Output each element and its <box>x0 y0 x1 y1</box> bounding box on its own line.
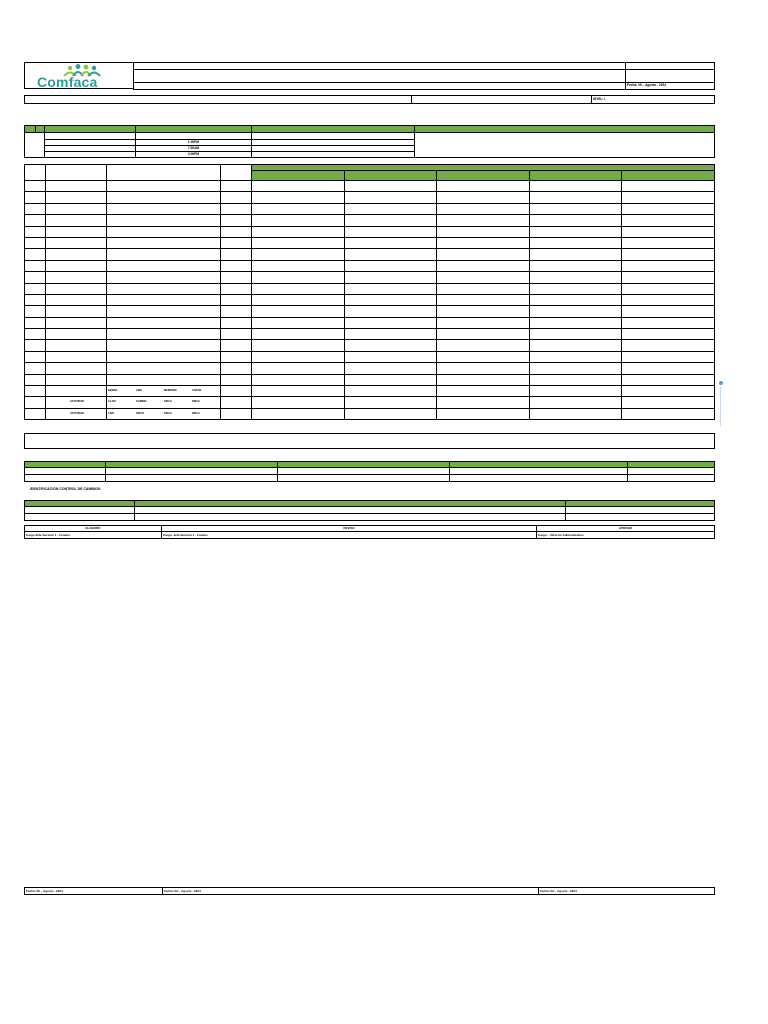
table-cell <box>437 181 530 192</box>
table-cell <box>344 203 437 214</box>
table-cell <box>622 181 715 192</box>
table-cell <box>107 215 221 226</box>
table-cell <box>25 237 46 248</box>
table-cell <box>622 237 715 248</box>
schedule-table <box>24 125 715 158</box>
table-cell <box>529 351 622 362</box>
table-cell <box>107 317 221 328</box>
table-cell <box>437 192 530 203</box>
table-cell <box>252 249 345 260</box>
nivel-label: NIVEL: I <box>592 96 715 104</box>
main-table <box>24 164 715 420</box>
comment-marker-line <box>720 386 721 426</box>
grid-label: CIVIL <box>108 411 115 415</box>
table-cell <box>344 317 437 328</box>
table-cell <box>529 363 622 374</box>
table-cell <box>529 237 622 248</box>
table-row <box>25 408 715 419</box>
table-row <box>25 351 715 362</box>
table-cell <box>107 260 221 271</box>
table-cell <box>25 386 46 397</box>
table-cell <box>221 397 252 408</box>
table-cell <box>622 215 715 226</box>
table-row <box>25 237 715 248</box>
table-row <box>25 283 715 294</box>
table-cell <box>107 340 221 351</box>
table-cell <box>437 351 530 362</box>
table-cell <box>622 283 715 294</box>
table-cell <box>107 294 221 305</box>
table-row <box>25 260 715 271</box>
table-cell <box>344 215 437 226</box>
table-cell <box>622 397 715 408</box>
changes-label: IDENTIFICACIÓN CONTROL DE CAMBIOS: <box>30 487 102 491</box>
table-cell <box>221 294 252 305</box>
table-cell <box>344 306 437 317</box>
table-cell <box>46 340 107 351</box>
grid-label: CLAM <box>108 400 116 404</box>
table-cell <box>437 283 530 294</box>
table-cell <box>46 283 107 294</box>
table-cell <box>221 374 252 385</box>
table-cell <box>529 329 622 340</box>
footer-date-1: Fecha: 09 – Agosto - 2024 <box>25 888 163 895</box>
table-cell <box>221 237 252 248</box>
table-cell <box>622 363 715 374</box>
table-cell <box>437 249 530 260</box>
table-cell <box>107 363 221 374</box>
table-cell <box>437 397 530 408</box>
aprobo-label: APROBO <box>537 526 715 532</box>
table-cell <box>46 192 107 203</box>
table-cell <box>344 374 437 385</box>
table-cell <box>25 181 46 192</box>
table-cell <box>529 408 622 419</box>
header-table <box>133 62 715 90</box>
table-cell <box>46 397 107 408</box>
reviso-label: REVISO <box>162 526 537 532</box>
table-cell <box>107 397 221 408</box>
grid-label: LIBE <box>136 389 142 393</box>
table-cell <box>221 386 252 397</box>
table-cell <box>252 329 345 340</box>
table-cell <box>25 215 46 226</box>
comment-marker-icon <box>719 381 723 385</box>
table-cell <box>344 408 437 419</box>
table-cell <box>25 317 46 328</box>
footer-table <box>24 887 715 895</box>
table-cell <box>529 226 622 237</box>
table-cell <box>221 249 252 260</box>
table-cell <box>221 260 252 271</box>
cargo-aprobo: Cargo: - Director Administrativo <box>537 532 715 539</box>
table-cell <box>25 329 46 340</box>
table-cell <box>46 374 107 385</box>
table-cell <box>529 181 622 192</box>
table-cell <box>344 260 437 271</box>
grid-label: ACTIVIDAD <box>69 400 85 404</box>
table-cell <box>252 351 345 362</box>
table-row <box>25 386 715 397</box>
table-cell <box>344 340 437 351</box>
table-cell <box>25 351 46 362</box>
table-cell <box>529 374 622 385</box>
table-cell <box>25 249 46 260</box>
table-cell <box>221 283 252 294</box>
table-row <box>25 203 715 214</box>
table-cell <box>344 329 437 340</box>
table-cell <box>46 317 107 328</box>
table-cell <box>529 317 622 328</box>
table-cell <box>437 329 530 340</box>
table-cell <box>437 386 530 397</box>
table-cell <box>622 408 715 419</box>
time-2: 7:00AM <box>136 146 252 152</box>
table-cell <box>622 260 715 271</box>
table-cell <box>221 203 252 214</box>
table-cell <box>46 260 107 271</box>
table-cell <box>437 237 530 248</box>
grid-label: FIRCA <box>192 411 200 415</box>
table-cell <box>107 374 221 385</box>
table-row <box>25 192 715 203</box>
table-cell <box>252 408 345 419</box>
table-cell <box>107 386 221 397</box>
table-cell <box>622 249 715 260</box>
table-cell <box>437 408 530 419</box>
table-cell <box>221 306 252 317</box>
table-cell <box>107 249 221 260</box>
table-cell <box>46 408 107 419</box>
grid-label: LISTAN <box>192 389 202 393</box>
table-cell <box>437 340 530 351</box>
table-cell <box>529 340 622 351</box>
table-cell <box>252 237 345 248</box>
grid-label: ACTIVIDAD <box>69 411 85 415</box>
table-cell <box>25 306 46 317</box>
table-cell <box>529 192 622 203</box>
table-cell <box>622 386 715 397</box>
table-cell <box>46 294 107 305</box>
footer-date-3: Fecha: 09 – Agosto - 2024 <box>539 888 715 895</box>
cargo-elaboro: Cargo:Jefe Sección 1 - Fondos <box>25 532 162 539</box>
table-cell <box>107 351 221 362</box>
table-cell <box>46 203 107 214</box>
table-cell <box>622 203 715 214</box>
table-row <box>25 317 715 328</box>
table-row <box>25 329 715 340</box>
table-cell <box>252 260 345 271</box>
table-cell <box>252 192 345 203</box>
time-3: 3:00PM <box>136 152 252 158</box>
table-cell <box>622 329 715 340</box>
table-cell <box>252 226 345 237</box>
table-cell <box>437 272 530 283</box>
table-cell <box>529 386 622 397</box>
table-cell <box>25 192 46 203</box>
table-cell <box>622 226 715 237</box>
table-cell <box>529 272 622 283</box>
table-cell <box>221 329 252 340</box>
table-cell <box>344 351 437 362</box>
table-cell <box>622 294 715 305</box>
table-cell <box>252 181 345 192</box>
table-cell <box>529 283 622 294</box>
table-cell <box>622 340 715 351</box>
cargo-reviso: Cargo: Jefe Sección 1 - Fondos <box>162 532 537 539</box>
nivel-row <box>24 95 715 104</box>
table-row <box>25 226 715 237</box>
table-cell <box>46 329 107 340</box>
table-cell <box>622 351 715 362</box>
table-cell <box>107 203 221 214</box>
time-1: 1:30PM <box>136 140 252 146</box>
table-cell <box>529 249 622 260</box>
table-cell <box>252 306 345 317</box>
table-cell <box>25 397 46 408</box>
table-cell <box>622 272 715 283</box>
table-cell <box>252 283 345 294</box>
grid-label: MEMORIO <box>164 389 177 393</box>
table-cell <box>221 226 252 237</box>
table-cell <box>344 249 437 260</box>
table-cell <box>25 408 46 419</box>
table-cell <box>221 340 252 351</box>
changes-table <box>24 500 715 521</box>
table-cell <box>46 237 107 248</box>
table-cell <box>221 317 252 328</box>
table-cell <box>344 237 437 248</box>
table-cell <box>107 192 221 203</box>
table-cell <box>252 215 345 226</box>
table-cell <box>252 397 345 408</box>
table-cell <box>252 374 345 385</box>
table-cell <box>25 294 46 305</box>
grid-label: FIRCA <box>164 400 172 404</box>
table-cell <box>46 306 107 317</box>
table-cell <box>46 272 107 283</box>
table-cell <box>437 226 530 237</box>
table-cell <box>622 317 715 328</box>
table-cell <box>46 351 107 362</box>
table-row <box>25 272 715 283</box>
table-cell <box>529 260 622 271</box>
table-cell <box>25 226 46 237</box>
table-row <box>25 306 715 317</box>
table-row <box>25 294 715 305</box>
logo-box <box>24 62 134 89</box>
table-cell <box>107 283 221 294</box>
table-cell <box>529 294 622 305</box>
table-cell <box>529 397 622 408</box>
table-cell <box>252 363 345 374</box>
table-cell <box>107 329 221 340</box>
table-cell <box>107 272 221 283</box>
table-cell <box>252 203 345 214</box>
table-cell <box>107 237 221 248</box>
lower-table <box>24 461 715 482</box>
table-cell <box>529 306 622 317</box>
grid-label: FIRCA <box>164 411 172 415</box>
table-cell <box>221 215 252 226</box>
table-cell <box>46 249 107 260</box>
table-row <box>25 340 715 351</box>
table-cell <box>221 351 252 362</box>
table-row <box>25 249 715 260</box>
table-cell <box>25 340 46 351</box>
table-cell <box>252 294 345 305</box>
table-cell <box>622 192 715 203</box>
table-cell <box>107 181 221 192</box>
table-row <box>25 363 715 374</box>
table-cell <box>107 226 221 237</box>
table-cell <box>46 386 107 397</box>
table-cell <box>252 386 345 397</box>
table-cell <box>25 203 46 214</box>
table-cell <box>221 408 252 419</box>
signature-table <box>24 525 715 539</box>
table-cell <box>25 283 46 294</box>
elaboro-label: ELABORO <box>25 526 162 532</box>
grid-label: FIRCO <box>136 411 145 415</box>
table-cell <box>437 203 530 214</box>
table-cell <box>252 272 345 283</box>
header-date: Fecha: 09 – Agosto - 2024 <box>626 83 715 90</box>
table-cell <box>107 408 221 419</box>
table-cell <box>437 294 530 305</box>
observations-box <box>24 433 715 449</box>
table-cell <box>344 386 437 397</box>
table-cell <box>344 283 437 294</box>
footer-date-2: Fecha: 09 – Agosto - 2024 <box>163 888 539 895</box>
table-cell <box>46 363 107 374</box>
table-cell <box>46 181 107 192</box>
table-cell <box>344 181 437 192</box>
table-cell <box>25 374 46 385</box>
table-cell <box>25 260 46 271</box>
table-row <box>25 181 715 192</box>
table-cell <box>622 306 715 317</box>
table-cell <box>344 192 437 203</box>
table-cell <box>344 294 437 305</box>
table-cell <box>437 260 530 271</box>
grid-label: FIRCA <box>192 400 200 404</box>
table-cell <box>437 317 530 328</box>
grid-label: BORDA <box>108 389 118 393</box>
table-cell <box>46 215 107 226</box>
table-cell <box>437 374 530 385</box>
table-cell <box>46 226 107 237</box>
table-cell <box>437 363 530 374</box>
table-cell <box>221 181 252 192</box>
table-cell <box>344 226 437 237</box>
grid-label: CAMBIO <box>136 400 147 404</box>
table-cell <box>107 306 221 317</box>
table-cell <box>344 397 437 408</box>
table-cell <box>622 374 715 385</box>
table-cell <box>529 215 622 226</box>
table-cell <box>25 272 46 283</box>
table-cell <box>437 215 530 226</box>
table-cell <box>252 317 345 328</box>
table-row <box>25 374 715 385</box>
table-cell <box>252 340 345 351</box>
table-row <box>25 215 715 226</box>
logo-text: Comfaca <box>37 74 98 90</box>
table-row <box>25 397 715 408</box>
table-cell <box>221 192 252 203</box>
table-cell <box>344 363 437 374</box>
table-cell <box>221 272 252 283</box>
table-cell <box>344 272 437 283</box>
table-cell <box>437 306 530 317</box>
table-cell <box>25 363 46 374</box>
table-cell <box>529 203 622 214</box>
table-cell <box>221 363 252 374</box>
